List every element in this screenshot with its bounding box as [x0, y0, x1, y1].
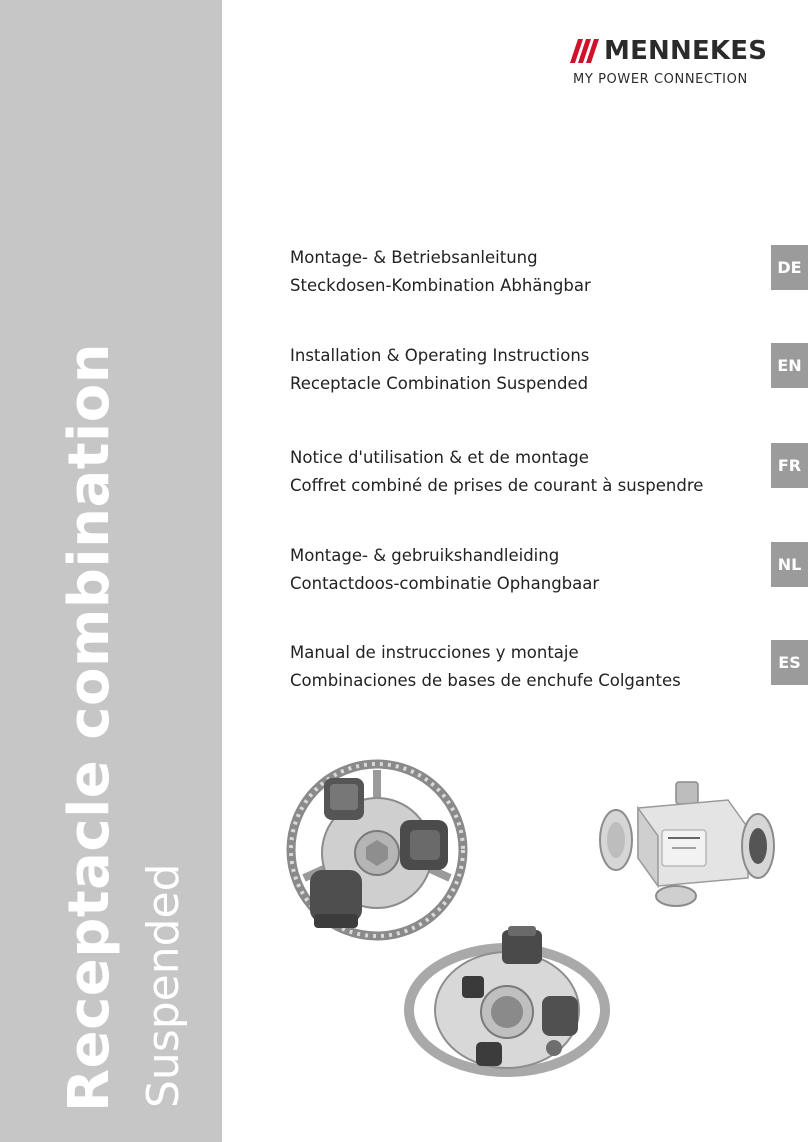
- language-block-de: [290, 244, 750, 300]
- vertical-subtitle: Suspended: [138, 863, 189, 1108]
- product-name-nl: Contactdoos-combinatie Ophangbaar: [290, 574, 600, 593]
- doc-type-nl: Montage- & gebruikshandleiding: [290, 546, 560, 565]
- language-block-es: [290, 639, 750, 695]
- product-name-fr: Coffret combiné de prises de courant à suspendre: [290, 476, 704, 495]
- doc-type-es: Manual de instrucciones y montaje: [290, 643, 579, 662]
- product-photo-ring: [282, 758, 472, 948]
- product-name-en: Receptacle Combination Suspended: [290, 374, 589, 393]
- brand-name: MENNEKES: [604, 36, 768, 66]
- language-block-en: [290, 342, 750, 398]
- language-block-nl: [290, 542, 750, 598]
- language-tab-es: ES: [771, 640, 808, 685]
- brand-logo: [570, 36, 770, 92]
- product-name-de: Steckdosen-Kombination Abhängbar: [290, 276, 591, 295]
- language-tab-fr: FR: [771, 443, 808, 488]
- doc-type-en: Installation & Operating Instructions: [290, 346, 590, 365]
- doc-type-fr: Notice d'utilisation & et de montage: [290, 448, 589, 467]
- doc-type-de: Montage- & Betriebsanleitung: [290, 248, 538, 267]
- brand-tagline: MY POWER CONNECTION: [573, 72, 748, 87]
- product-photo-cube: [598, 778, 778, 908]
- vertical-title: Receptacle combination: [57, 342, 122, 1112]
- language-tab-en: EN: [771, 343, 808, 388]
- sidebar-band: [0, 0, 222, 1142]
- product-name-es: Combinaciones de bases de enchufe Colgantes: [290, 671, 681, 690]
- language-block-fr: [290, 444, 750, 500]
- language-tab-de: DE: [771, 245, 808, 290]
- product-photo-oval: [404, 924, 610, 1084]
- brand-mark-icon: [570, 39, 600, 63]
- language-tab-nl: NL: [771, 542, 808, 587]
